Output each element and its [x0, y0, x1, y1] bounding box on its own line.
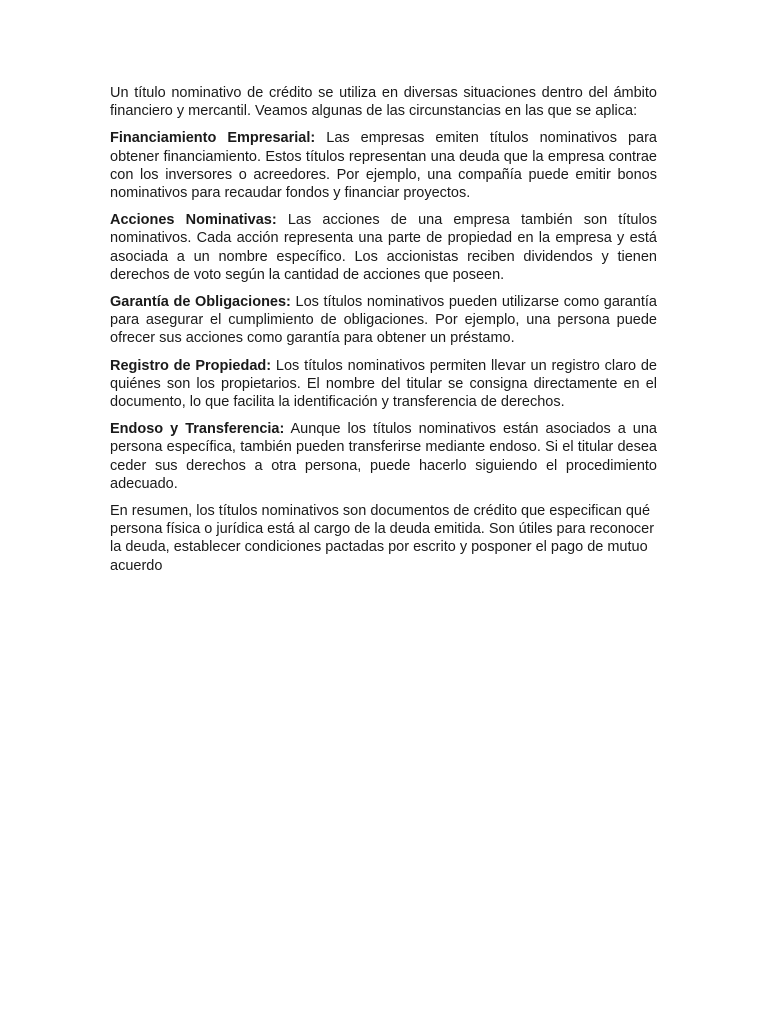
- item-text: Los títulos nominativos pueden utilizarse como garantía para asegurar el cumplimiento de obligaciones. Por ejemplo, una persona puede ofrecer sus acciones como garantía para obtener un préstamo.: [110, 294, 657, 347]
- conclusion-paragraph: En resumen, los títulos nominativos son documentos de crédito que especifican qué persona física o jurídica está al cargo de la deuda emitida. Son útiles para reconocer la deuda, establecer condiciones pactadas por escrito y posponer el pago de mutuo acuerdo: [110, 503, 655, 574]
- item-paragraph-financiamiento: [110, 129, 657, 202]
- item-term: Financiamiento Empresarial:: [110, 130, 316, 147]
- item-term: Garantía de Obligaciones:: [110, 294, 291, 311]
- item-text: Las acciones de una empresa también son títulos nominativos. Cada acción representa una parte de propiedad en la empresa y está asociada a un nombre específico. Los accionistas reciben dividendos y tienen derechos de voto según la cantidad de acciones que poseen.: [110, 212, 657, 283]
- document-page: [110, 84, 657, 584]
- item-paragraph-endoso: [110, 420, 657, 493]
- item-text: Las empresas emiten títulos nominativos para obtener financiamiento. Estos títulos representan una deuda que la empresa contrae con los inversores o acreedores. Por ejemplo, una compañía puede emitir bonos nominativos para recaudar fondos y financiar proyectos.: [110, 130, 657, 202]
- item-term: Endoso y Transferencia:: [110, 421, 285, 438]
- item-paragraph-acciones: [110, 211, 657, 284]
- intro-paragraph: Un título nominativo de crédito se utiliza en diversas situaciones dentro del ámbito financiero y mercantil. Veamos algunas de las circunstancias en las que se aplica:: [110, 85, 657, 120]
- item-paragraph-registro: [110, 357, 657, 412]
- item-text: Aunque los títulos nominativos están asociados a una persona específica, también pueden transferirse mediante endoso. Si el titular desea ceder sus derechos a otra persona, puede hacerlo siguiendo el procedimiento adecuado.: [110, 421, 657, 492]
- item-text: Los títulos nominativos permiten llevar un registro claro de quiénes son los propietarios. El nombre del titular se consigna directamente en el documento, lo que facilita la identificación y transferencia de derechos.: [110, 357, 657, 411]
- item-term: Registro de Propiedad:: [110, 357, 272, 374]
- item-term: Acciones Nominativas:: [110, 212, 277, 229]
- item-paragraph-garantia: [110, 293, 657, 348]
